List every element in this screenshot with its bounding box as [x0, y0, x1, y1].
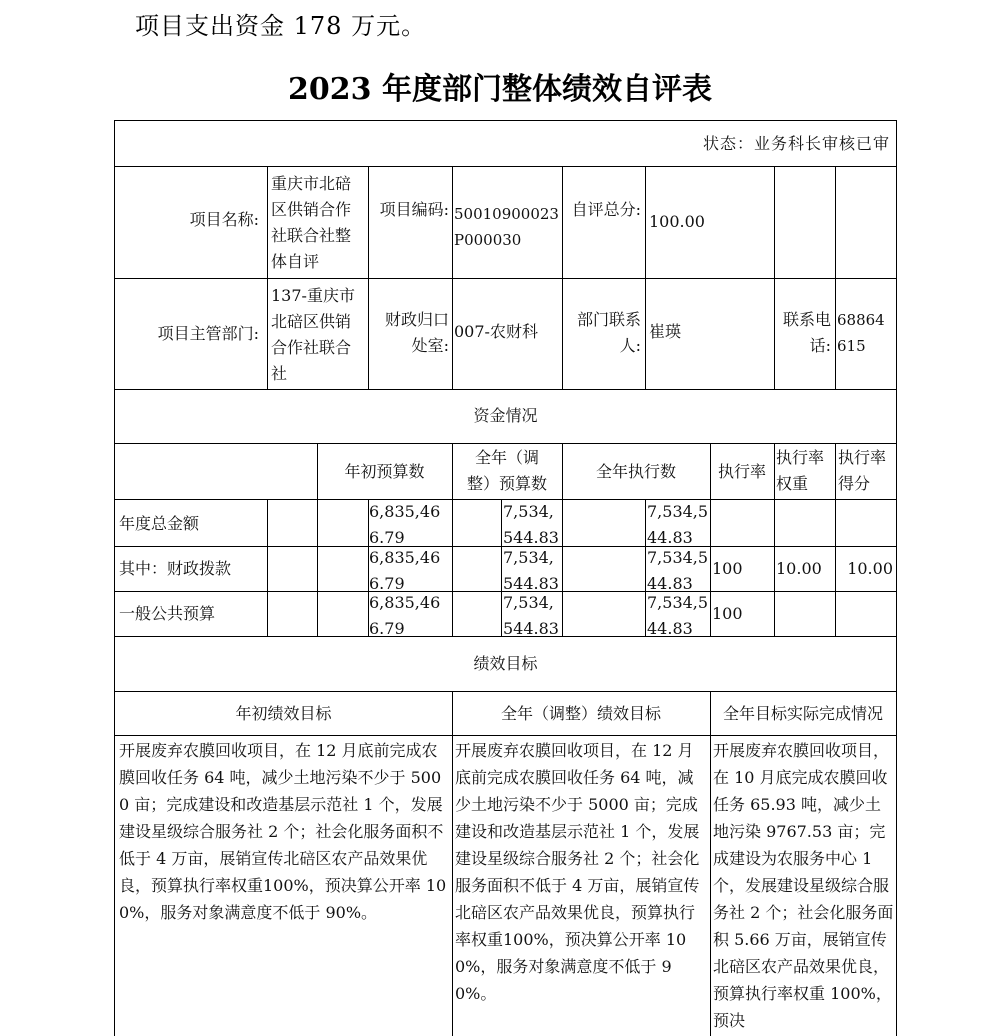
dept-value: 137-重庆市北碚区供销合作社联合社	[271, 286, 355, 383]
col-divider	[835, 443, 836, 636]
col-divider	[267, 499, 268, 636]
fund-row-score: 10.00	[847, 559, 893, 578]
fund-row-executed: 7,534,544.83	[647, 593, 709, 638]
fund-row-label: 一般公共预算	[119, 604, 216, 623]
evaluation-table	[114, 120, 897, 1036]
dept-label: 项目主管部门:	[157, 324, 259, 343]
col-initial-goal: 年初绩效目标	[235, 704, 332, 723]
col-divider	[562, 166, 563, 389]
row-divider	[115, 278, 896, 279]
finance-office-label: 财政归口处室:	[384, 310, 449, 355]
col-divider	[645, 166, 646, 389]
fund-row-executed: 7,534,544.83	[647, 502, 709, 547]
row-divider	[115, 735, 896, 736]
col-divider	[452, 443, 453, 636]
row-divider	[115, 443, 896, 444]
finance-office-value: 007-农财科	[454, 322, 538, 341]
intro-line: 项目支出资金 178 万元。	[135, 12, 427, 40]
phone-value: 68864615	[837, 311, 885, 355]
fund-row-label: 其中：财政拨款	[119, 559, 232, 578]
header-exec-weight: 执行率权重	[776, 448, 825, 493]
score-label: 自评总分:	[571, 200, 641, 219]
adjusted-goal-text: 开展废弃农膜回收项目，在 12 月底前完成农膜回收任务 64 吨，减少土地污染不少于 5000 亩；完成建设和改造基层示范社 1 个，发展建设星级综合服务社 2 个；社会化服务面积不低于 4 万亩，展销宣传北碚区农产品效果优良，预算执行率权重100%，预决算公开率 100%，服务对象满意度不低于 90%。	[455, 741, 700, 1003]
fund-row-weight: 10.00	[776, 559, 822, 578]
project-code-value: 50010900023P000030	[454, 205, 559, 249]
fund-row-rate: 100	[712, 604, 743, 623]
col-divider	[452, 166, 453, 389]
header-exec-rate: 执行率	[717, 462, 766, 481]
row-divider	[115, 691, 896, 692]
page-title: 2023 年度部门整体绩效自评表	[288, 72, 712, 107]
col-divider	[710, 691, 711, 1036]
row-divider	[115, 389, 896, 390]
fund-row-initial: 6,835,466.79	[369, 548, 441, 593]
col-adjusted-goal: 全年（调整）绩效目标	[500, 704, 661, 723]
fund-row-initial: 6,835,466.79	[369, 593, 441, 638]
col-actual-result: 全年目标实际完成情况	[722, 704, 883, 723]
col-divider	[368, 166, 369, 389]
fund-row-adjusted: 7,534,544.83	[503, 502, 559, 547]
contact-label: 部门联系人:	[576, 310, 641, 355]
header-exec-score: 执行率得分	[838, 448, 887, 493]
col-divider	[835, 166, 836, 389]
header-adjusted-budget: 全年（调整）预算数	[467, 448, 548, 493]
header-initial-budget: 年初预算数	[344, 462, 425, 481]
header-executed: 全年执行数	[595, 462, 676, 481]
fund-row-adjusted: 7,534,544.83	[503, 593, 559, 638]
funds-section-title: 资金情况	[473, 406, 538, 425]
col-divider	[645, 499, 646, 636]
project-code-label: 项目编码:	[379, 200, 449, 219]
col-divider	[774, 443, 775, 636]
score-value: 100.00	[649, 212, 705, 231]
actual-result-text: 开展废弃农膜回收项目，在 10 月底完成农膜回收任务 65.93 吨，减少土地污染 9767.53 亩；完成建设为农服务中心 1 个，发展建设星级综合服务社 2 个；社会化服务面积 5.66 万亩，展销宣传北碚区农产品效果优良，预算执行率权重 100%，预决	[713, 741, 894, 1030]
initial-goal-text: 开展废弃农膜回收项目，在 12 月底前完成农膜回收任务 64 吨，减少土地污染不少于 5000 亩；完成建设和改造基层示范社 1 个，发展建设星级综合服务社 2 个；社会化服务面积不低于 4 万亩，展销宣传北碚区农产品效果优良，预算执行率权重100%，预决算公开率 100%，服务对象满意度不低于 90%。	[119, 741, 447, 922]
fund-row-rate: 100	[712, 559, 743, 578]
fund-row-adjusted: 7,534,544.83	[503, 548, 559, 593]
performance-section-title: 绩效目标	[473, 654, 538, 673]
project-name-value: 重庆市北碚区供销合作社联合社整体自评	[271, 174, 352, 271]
col-divider	[267, 166, 268, 389]
phone-label: 联系电话:	[782, 310, 831, 355]
col-divider	[452, 691, 453, 1036]
fund-row-executed: 7,534,544.83	[647, 548, 709, 593]
contact-value: 崔瑛	[649, 322, 682, 341]
row-divider	[115, 166, 896, 167]
status-text: 状态：业务科长审核已审	[702, 134, 890, 153]
fund-row-label: 年度总金额	[119, 514, 200, 533]
project-name-label: 项目名称:	[189, 210, 259, 229]
fund-row-initial: 6,835,466.79	[369, 502, 441, 547]
col-divider	[501, 499, 502, 636]
